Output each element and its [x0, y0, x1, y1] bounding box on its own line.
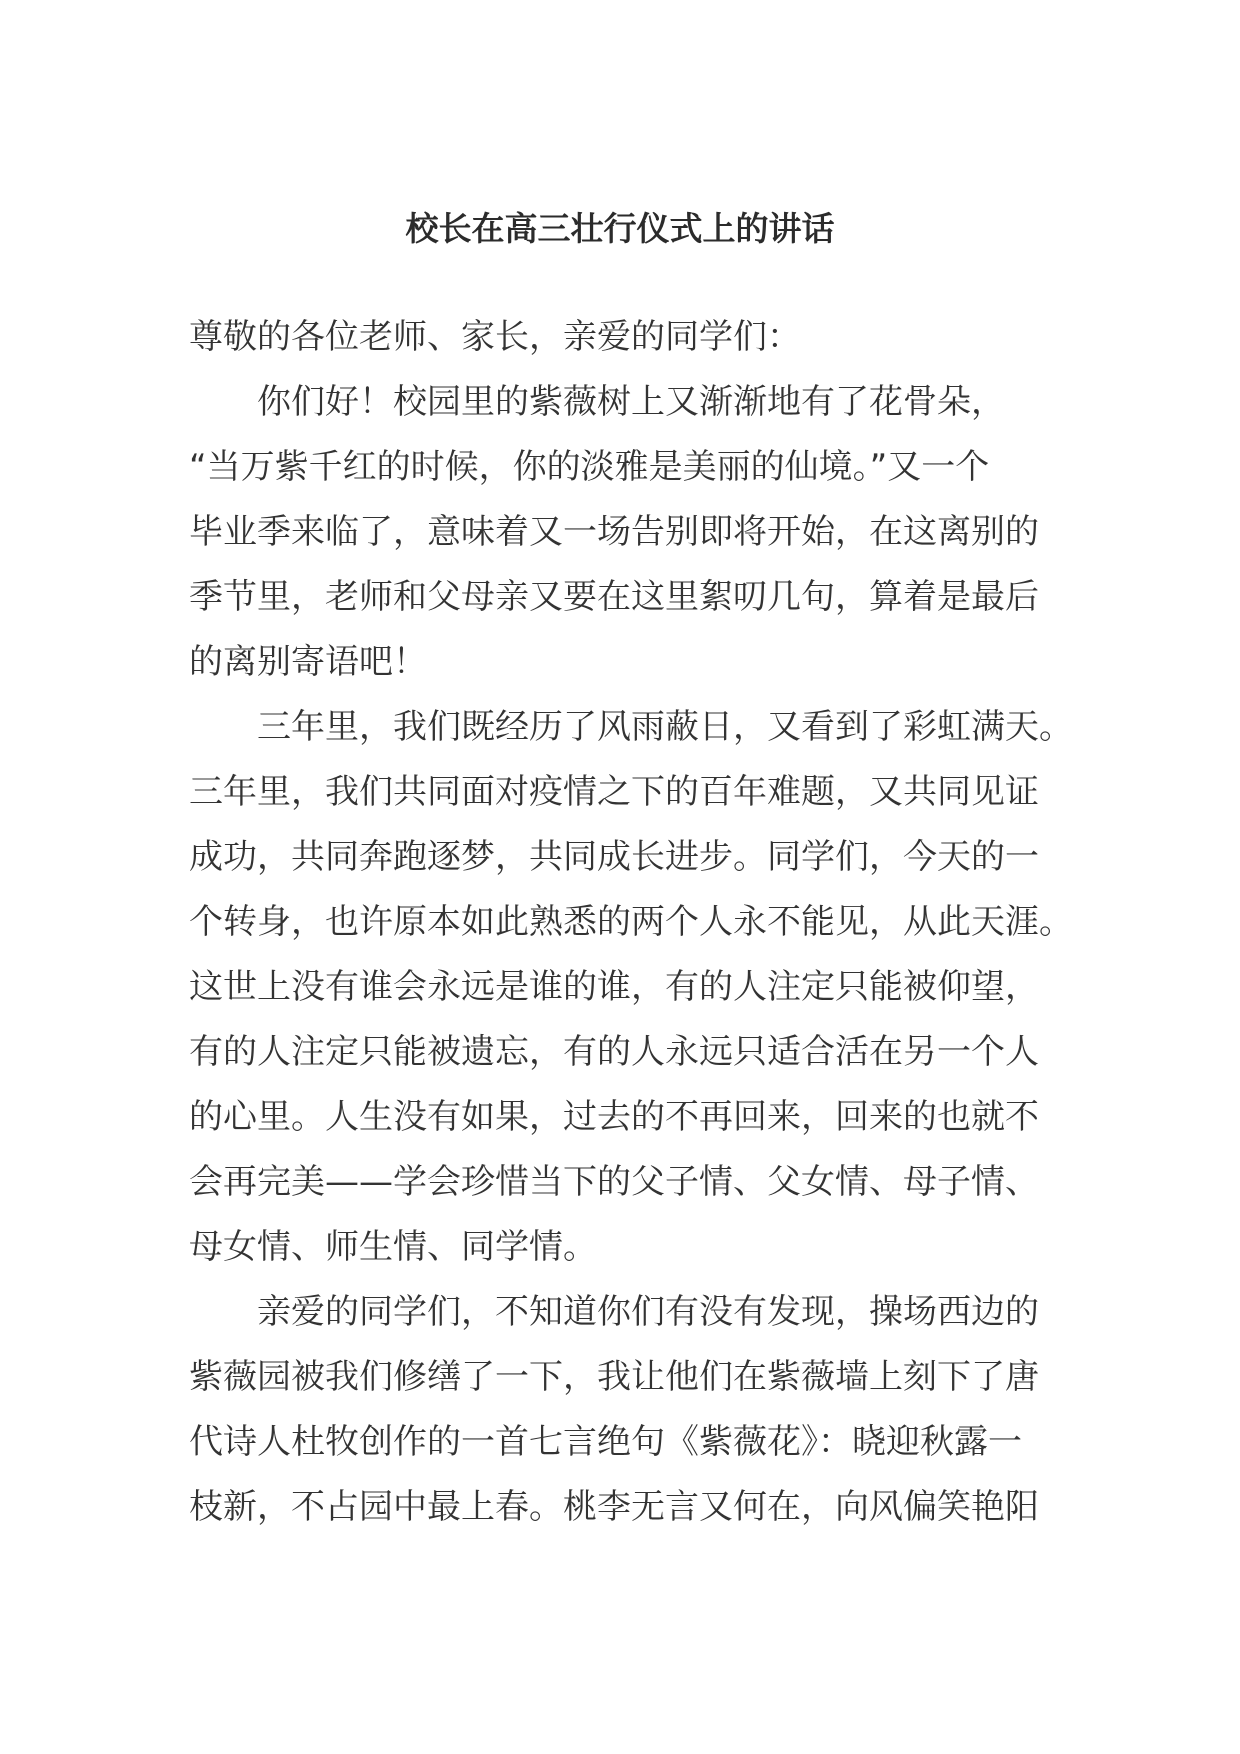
paragraph-1-line-4: 季节里，老师和父母亲又要在这里絮叨几句，算着是最后 — [189, 577, 1039, 617]
document-title: 校长在高三壮行仪式上的讲话 — [405, 209, 835, 248]
paragraph-2-line-6: 有的人注定只能被遗忘，有的人永远只适合活在另一个人 — [189, 1032, 1039, 1072]
paragraph-2-line-3: 成功，共同奔跑逐梦，共同成长进步。同学们，今天的一 — [189, 837, 1039, 877]
paragraph-3-line-3: 代诗人杜牧创作的一首七言绝句《紫薇花》：晓迎秋露一 — [189, 1422, 1022, 1462]
paragraph-1-line-5: 的离别寄语吧！ — [189, 642, 427, 682]
paragraph-2-line-8: 会再完美——学会珍惜当下的父子情、父女情、母子情、 — [189, 1162, 1039, 1202]
salutation-line: 尊敬的各位老师、家长，亲爱的同学们： — [189, 317, 801, 357]
paragraph-3-line-4: 枝新，不占园中最上春。桃李无言又何在，向风偏笑艳阳 — [189, 1487, 1039, 1527]
paragraph-3-line-2: 紫薇园被我们修缮了一下，我让他们在紫薇墙上刻下了唐 — [189, 1357, 1039, 1397]
paragraph-2-line-9: 母女情、师生情、同学情。 — [189, 1227, 597, 1267]
paragraph-2-line-1: 三年里，我们既经历了风雨蔽日，又看到了彩虹满天。 — [257, 707, 1073, 747]
paragraph-1-line-3: 毕业季来临了，意味着又一场告别即将开始，在这离别的 — [189, 512, 1039, 552]
paragraph-2-line-5: 这世上没有谁会永远是谁的谁，有的人注定只能被仰望， — [189, 967, 1039, 1007]
document-body — [189, 305, 1073, 1540]
paragraph-1-line-1: 你们好！校园里的紫薇树上又渐渐地有了花骨朵， — [257, 382, 1005, 422]
paragraph-2-line-7: 的心里。人生没有如果，过去的不再回来，回来的也就不 — [189, 1097, 1039, 1137]
paragraph-1-line-2: “当万紫千红的时候，你的淡雅是美丽的仙境。”又一个 — [189, 447, 990, 487]
paragraph-3-line-1: 亲爱的同学们，不知道你们有没有发现，操场西边的 — [257, 1292, 1039, 1332]
paragraph-2-line-2: 三年里，我们共同面对疫情之下的百年难题，又共同见证 — [189, 772, 1039, 812]
paragraph-2-line-4: 个转身，也许原本如此熟悉的两个人永不能见，从此天涯。 — [189, 902, 1073, 942]
